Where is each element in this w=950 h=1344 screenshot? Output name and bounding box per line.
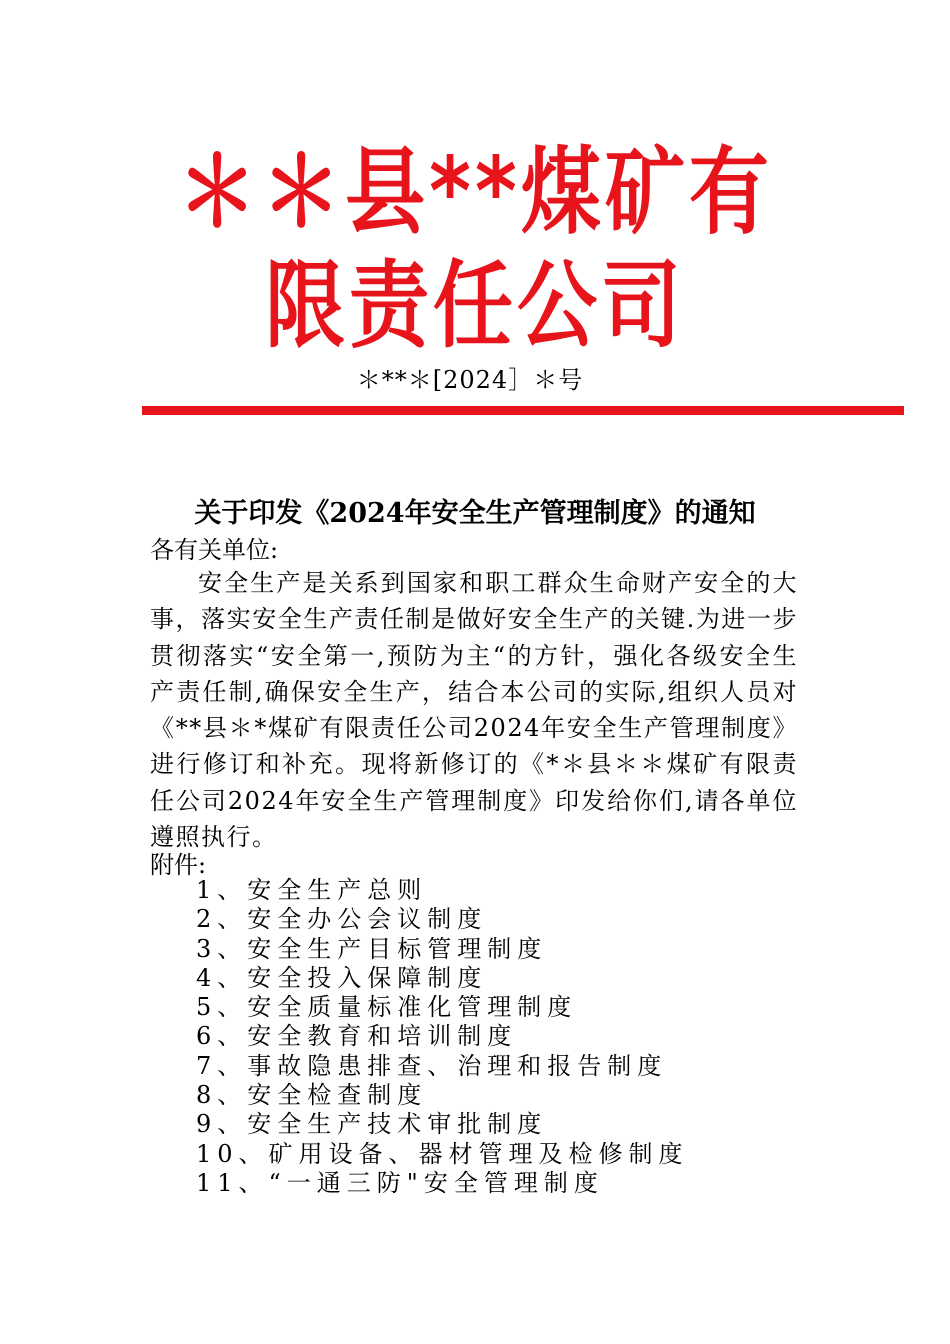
attachment-item: 8、安全检查制度 [196, 1081, 428, 1110]
attachment-list [196, 876, 689, 1198]
document-number: ＊**＊[2024］＊号 [356, 366, 584, 394]
attachments-label: 附件: [150, 851, 207, 879]
red-divider-line [142, 406, 904, 415]
attachment-item: 5、安全质量标准化管理制度 [196, 993, 578, 1022]
attachment-item: 10、矿用设备、器材管理及检修制度 [196, 1139, 689, 1168]
notice-body: 安全生产是关系到国家和职工群众生命财产安全的大事，落实安全生产责任制是做好安全生产的关键.为进一步贯彻落实“安全第一,预防为主“的方针，强化各级安全生产责任制,确保安全生产，结合本公司的实际,组织人员对《**县＊*煤矿有限责任公司2024年安全生产管理制度》进行修订和补充。现将新修订的《*＊县＊＊煤矿有限责任公司2024年安全生产管理制度》印发给你们,请各单位遵照执行。 [150, 569, 798, 852]
attachment-item: 3、安全生产目标管理制度 [196, 934, 548, 963]
salutation: 各有关单位: [150, 536, 279, 564]
notice-title: 关于印发《2024年安全生产管理制度》的通知 [194, 498, 756, 529]
attachment-item: 6、安全教育和培训制度 [196, 1022, 518, 1051]
attachment-item: 7、事故隐患排查、治理和报告制度 [196, 1051, 668, 1080]
attachment-item: 9、安全生产技术审批制度 [196, 1110, 548, 1139]
attachment-item: 2、安全办公会议制度 [196, 905, 488, 934]
attachment-item: 1、安全生产总则 [196, 876, 428, 904]
attachment-item: 4、安全投入保障制度 [196, 963, 488, 992]
attachment-item: 11、“一通三防"安全管理制度 [196, 1168, 604, 1197]
company-letterhead-title: ＊＊县**煤矿有限责任公司 [177, 137, 773, 361]
